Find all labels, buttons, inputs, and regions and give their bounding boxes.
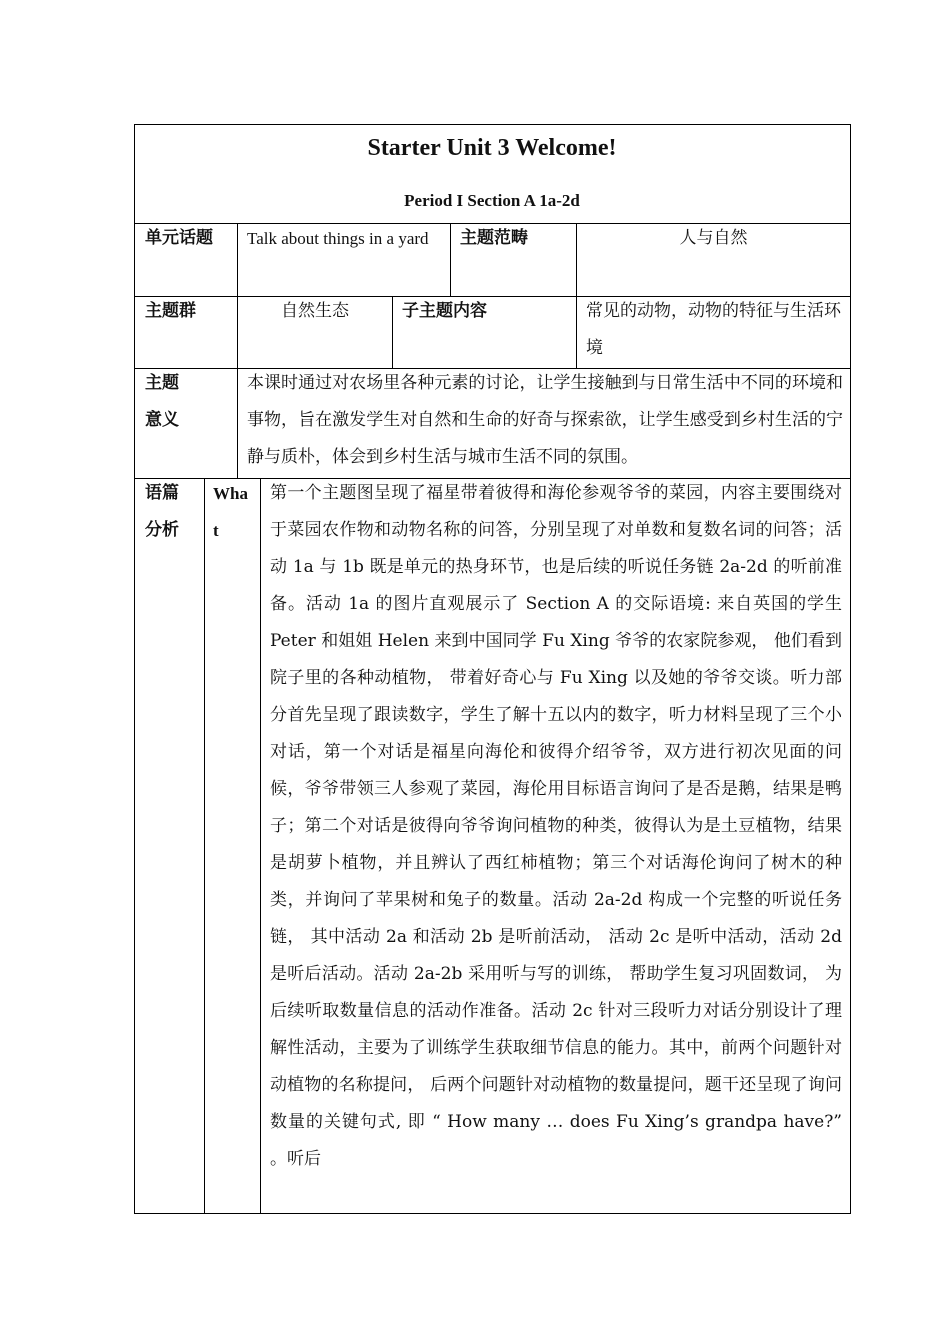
what-label: What [213, 484, 248, 540]
text-analysis-label: 语篇分析 [145, 483, 179, 540]
what-analysis-text: 第一个主题图呈现了福星带着彼得和海伦参观爷爷的菜园，内容主要围绕对于菜园农作物和动物名称的问答，分别呈现了对单数和复数名词的问答；活动 1a 与 1b 既是单元的热身环节，也是后续的听说任务链 2a-2d 的听前准备。活动 1a 的图片直观展示了 Section A 的交际语境: 来自英国的学生 Peter 和姐姐 Helen 来到中国同学 Fu Xing 爷爷的农家院参观， 他们看到院子里的各种动植物， 带着好奇心与 Fu Xing 以及她的爷爷交谈。听力部分首先呈现了跟读数字，学生了解十五以内的数字，听力材料呈现了三个小对话，第一个对话是福星向海伦和彼得介绍爷爷，双方进行初次见面的问候，爷爷带领三人参观了菜园，海伦用目标语言询问了是否是鹅，结果是鸭子；第二个对话是彼得向爷爷询问植物的种类，彼得认为是土豆植物，结果是胡萝卜植物，并且辨认了西红柿植物；第三个对话海伦询问了树木的种类，并询问了苹果树和兔子的数量。活动 2a-2d 构成一个完整的听说任务链， 其中活动 2a 和活动 2b 是听前活动， 活动 2c 是听中活动，活动 2d 是听后活动。活动 2a-2b 采用听与写的训练， 帮助学生复习巩固数词， 为后续听取数量信息的活动作准备。活动 2c 针对三段听力对话分别设计了理解性活动，主要为了训练学生获取细节信息的能力。其中，前两个问题针对动植物的名称提问， 后两个问题针对动植物的数量提问，题干还呈现了询问数量的关键句式, 即 “ How many … does Fu Xing’s grandpa have?” 。听后 [270, 483, 842, 1169]
document-title: Starter Unit 3 Welcome! [367, 135, 617, 161]
theme-meaning-label: 主题意义 [145, 373, 179, 430]
theme-category-label: 主题范畴 [460, 228, 528, 248]
document-subtitle: Period I Section A 1a-2d [404, 191, 580, 210]
theme-category-value: 人与自然 [679, 228, 748, 248]
unit-topic-label: 单元话题 [145, 228, 213, 248]
theme-group-value: 自然生态 [281, 301, 349, 321]
sub-theme-label: 子主题内容 [402, 301, 487, 321]
sub-theme-value: 常见的动物，动物的特征与生活环境 [586, 301, 841, 358]
theme-group-label: 主题群 [145, 301, 196, 321]
theme-meaning-value: 本课时通过对农场里各种元素的讨论，让学生接触到与日常生活中不同的环境和事物，旨在激发学生对自然和生命的好奇与探索欲，让学生感受到乡村生活的宁静与质朴，体会到乡村生活与城市生活不同的氛围。 [247, 373, 843, 467]
unit-topic-value: Talk about things in a yard [247, 229, 429, 248]
